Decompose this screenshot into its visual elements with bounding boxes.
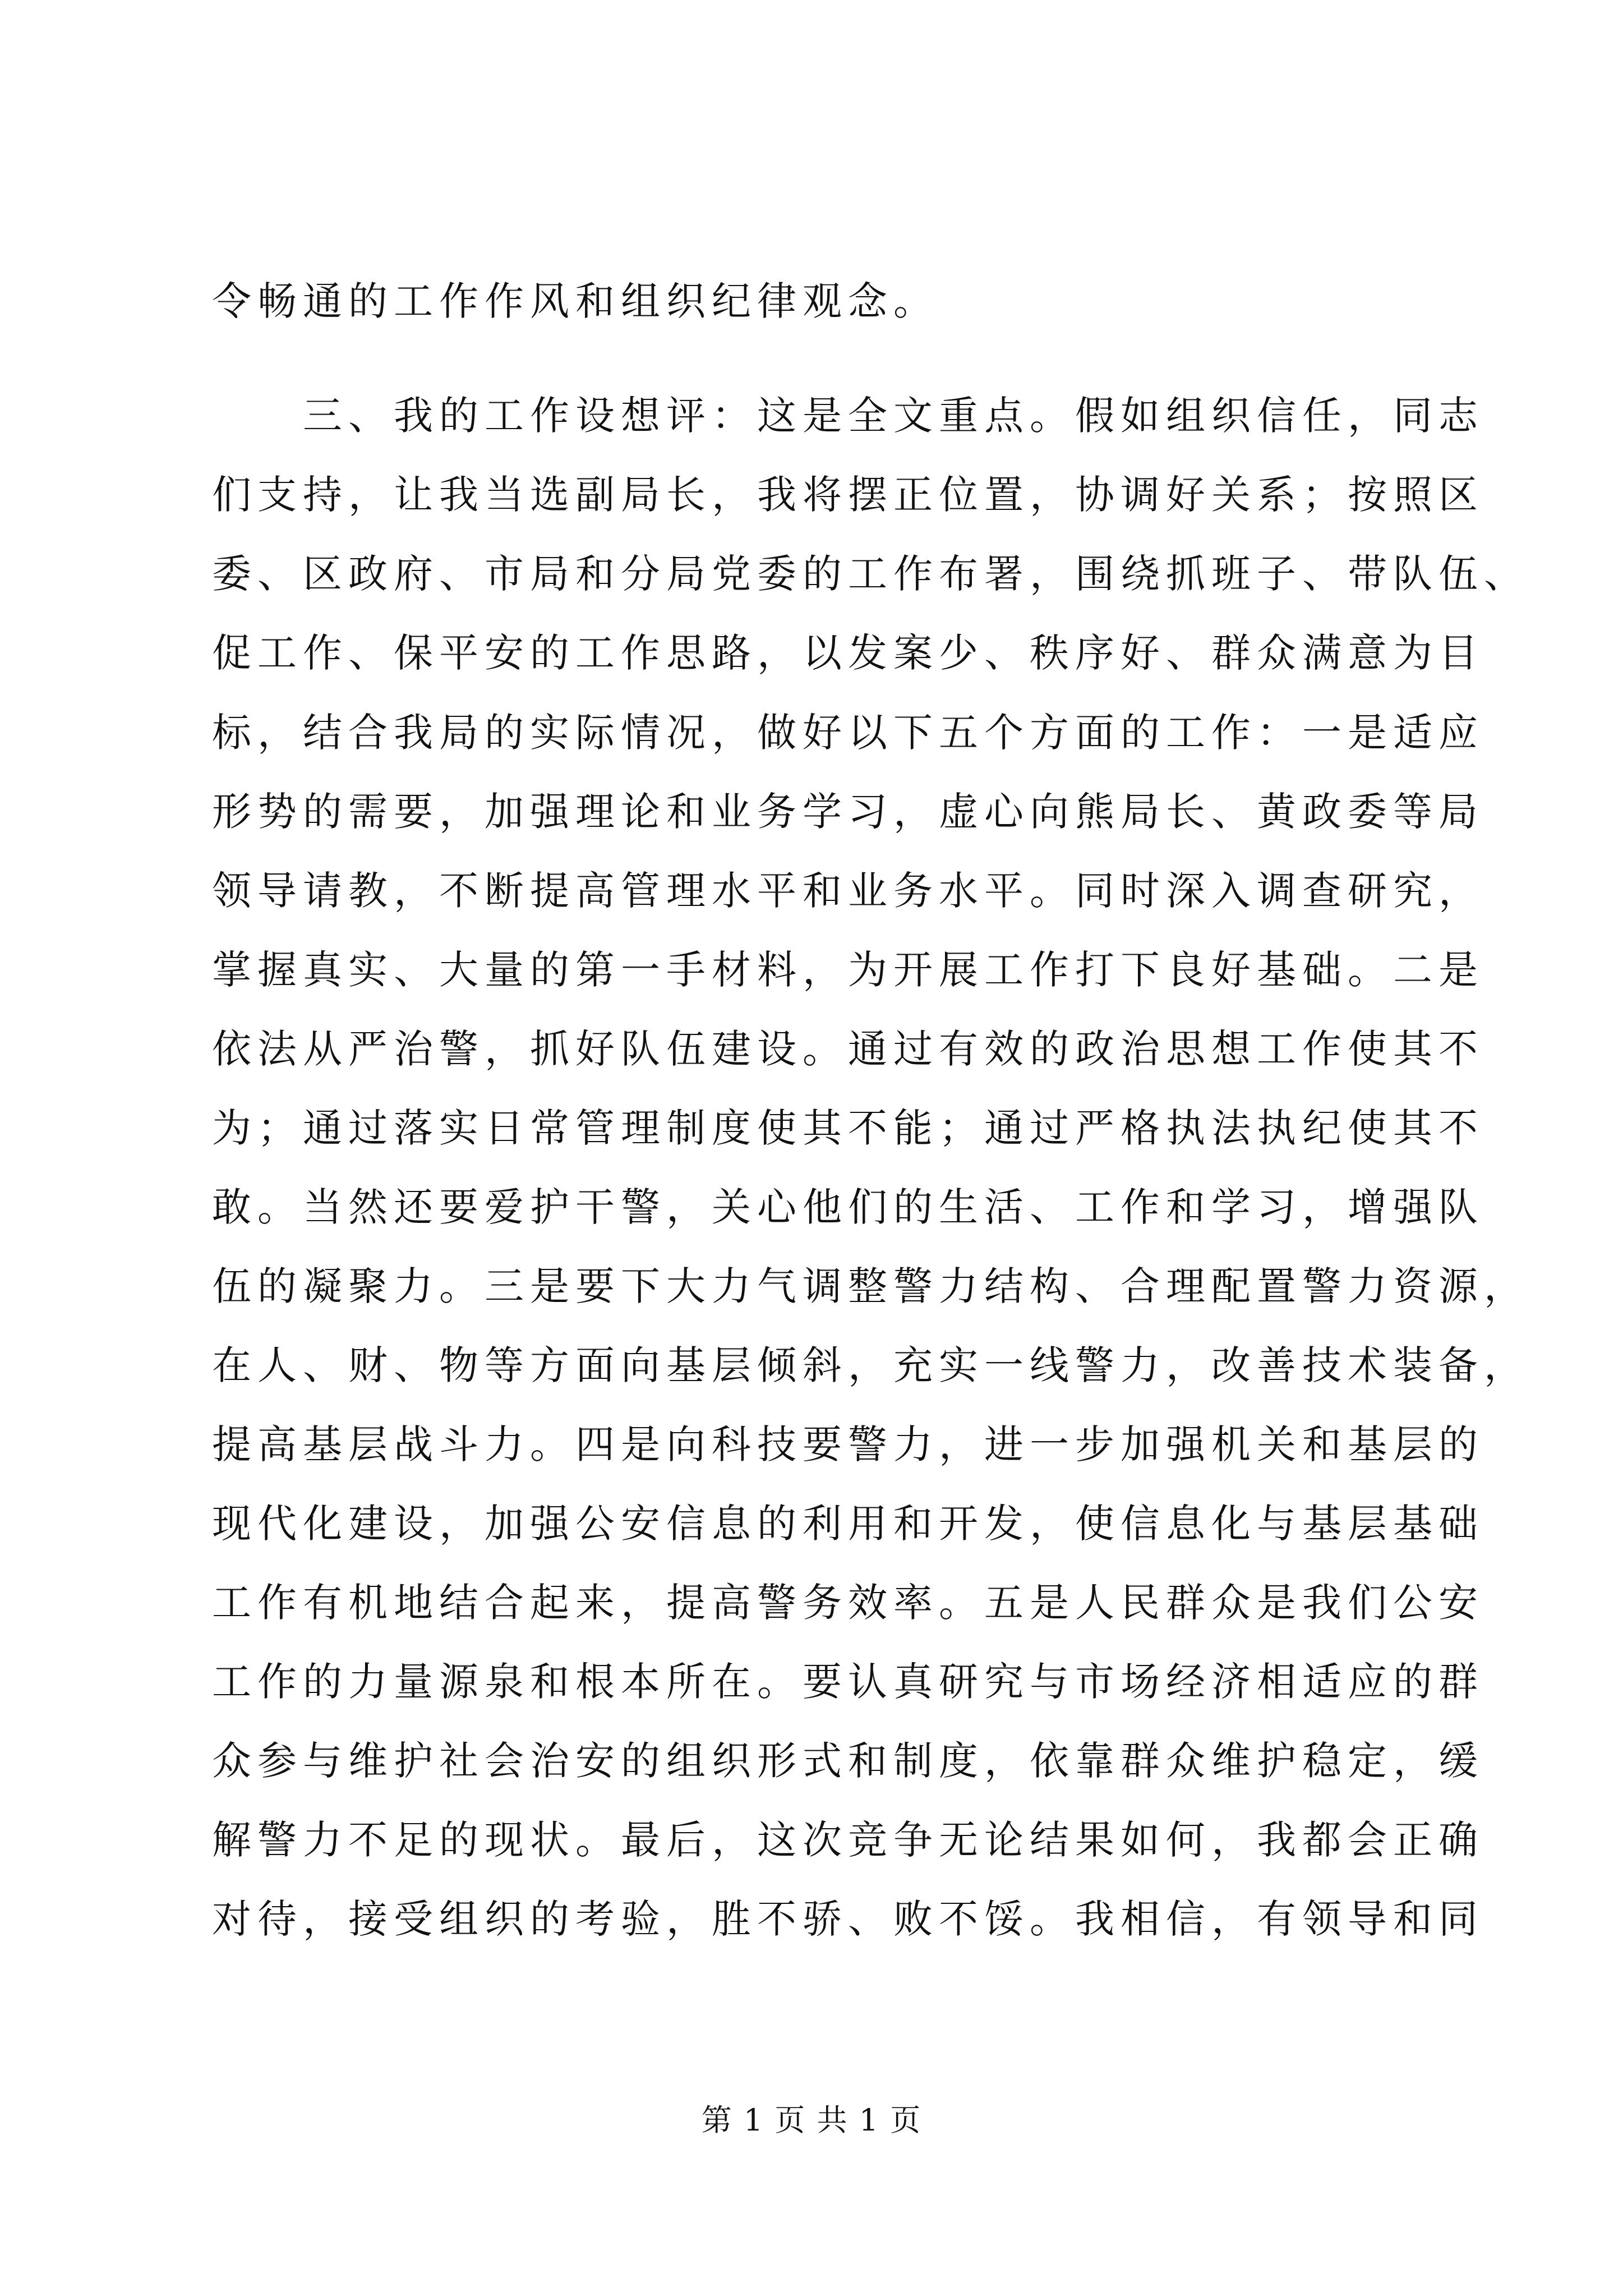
page-number-footer: 第 1 页 共 1 页	[701, 2102, 922, 2138]
body-text-line: 们支持，让我当选副局长，我将摆正位置，协调好关系；按照区	[212, 472, 1484, 518]
body-text-line: 对待，接受组织的考验，胜不骄、败不馁。我相信，有领导和同	[212, 1896, 1484, 1942]
body-text-line: 令畅通的工作作风和组织纪律观念。	[212, 278, 939, 324]
body-text-line: 工作有机地结合起来，提高警务效率。五是人民群众是我们公安	[212, 1580, 1484, 1626]
body-text-line: 委、区政府、市局和分局党委的工作布署，围绕抓班子、带队伍、	[212, 551, 1529, 597]
body-text-line: 众参与维护社会治安的组织形式和制度，依靠群众维护稳定，缓	[212, 1738, 1484, 1784]
body-text-line: 掌握真实、大量的第一手材料，为开展工作打下良好基础。二是	[212, 947, 1484, 993]
body-text-line: 形势的需要，加强理论和业务学习，虚心向熊局长、黄政委等局	[212, 789, 1484, 835]
body-text-line: 促工作、保平安的工作思路，以发案少、秩序好、群众满意为目	[212, 630, 1484, 676]
body-text-line: 标，结合我局的实际情况，做好以下五个方面的工作：一是适应	[212, 710, 1484, 756]
body-text-line: 解警力不足的现状。最后，这次竞争无论结果如何，我都会正确	[212, 1817, 1484, 1863]
body-text-line: 工作的力量源泉和根本所在。要认真研究与市场经济相适应的群	[212, 1659, 1484, 1705]
body-text-line: 在人、财、物等方面向基层倾斜，充实一线警力，改善技术装备，	[212, 1342, 1529, 1388]
body-text-line: 领导请教，不断提高管理水平和业务水平。同时深入调查研究，	[212, 868, 1484, 914]
body-text-line: 现代化建设，加强公安信息的利用和开发，使信息化与基层基础	[212, 1501, 1484, 1547]
body-text-line: 伍的凝聚力。三是要下大力气调整警力结构、合理配置警力资源，	[212, 1263, 1529, 1309]
body-text-line: 提高基层战斗力。四是向科技要警力，进一步加强机关和基层的	[212, 1421, 1484, 1467]
body-text-line: 依法从严治警，抓好队伍建设。通过有效的政治思想工作使其不	[212, 1026, 1484, 1072]
body-text-line: 敢。当然还要爱护干警，关心他们的生活、工作和学习，增强队	[212, 1184, 1484, 1230]
body-text-line: 为；通过落实日常管理制度使其不能；通过严格执法执纪使其不	[212, 1105, 1484, 1151]
body-text-line: 三、我的工作设想评：这是全文重点。假如组织信任，同志	[212, 393, 1484, 439]
